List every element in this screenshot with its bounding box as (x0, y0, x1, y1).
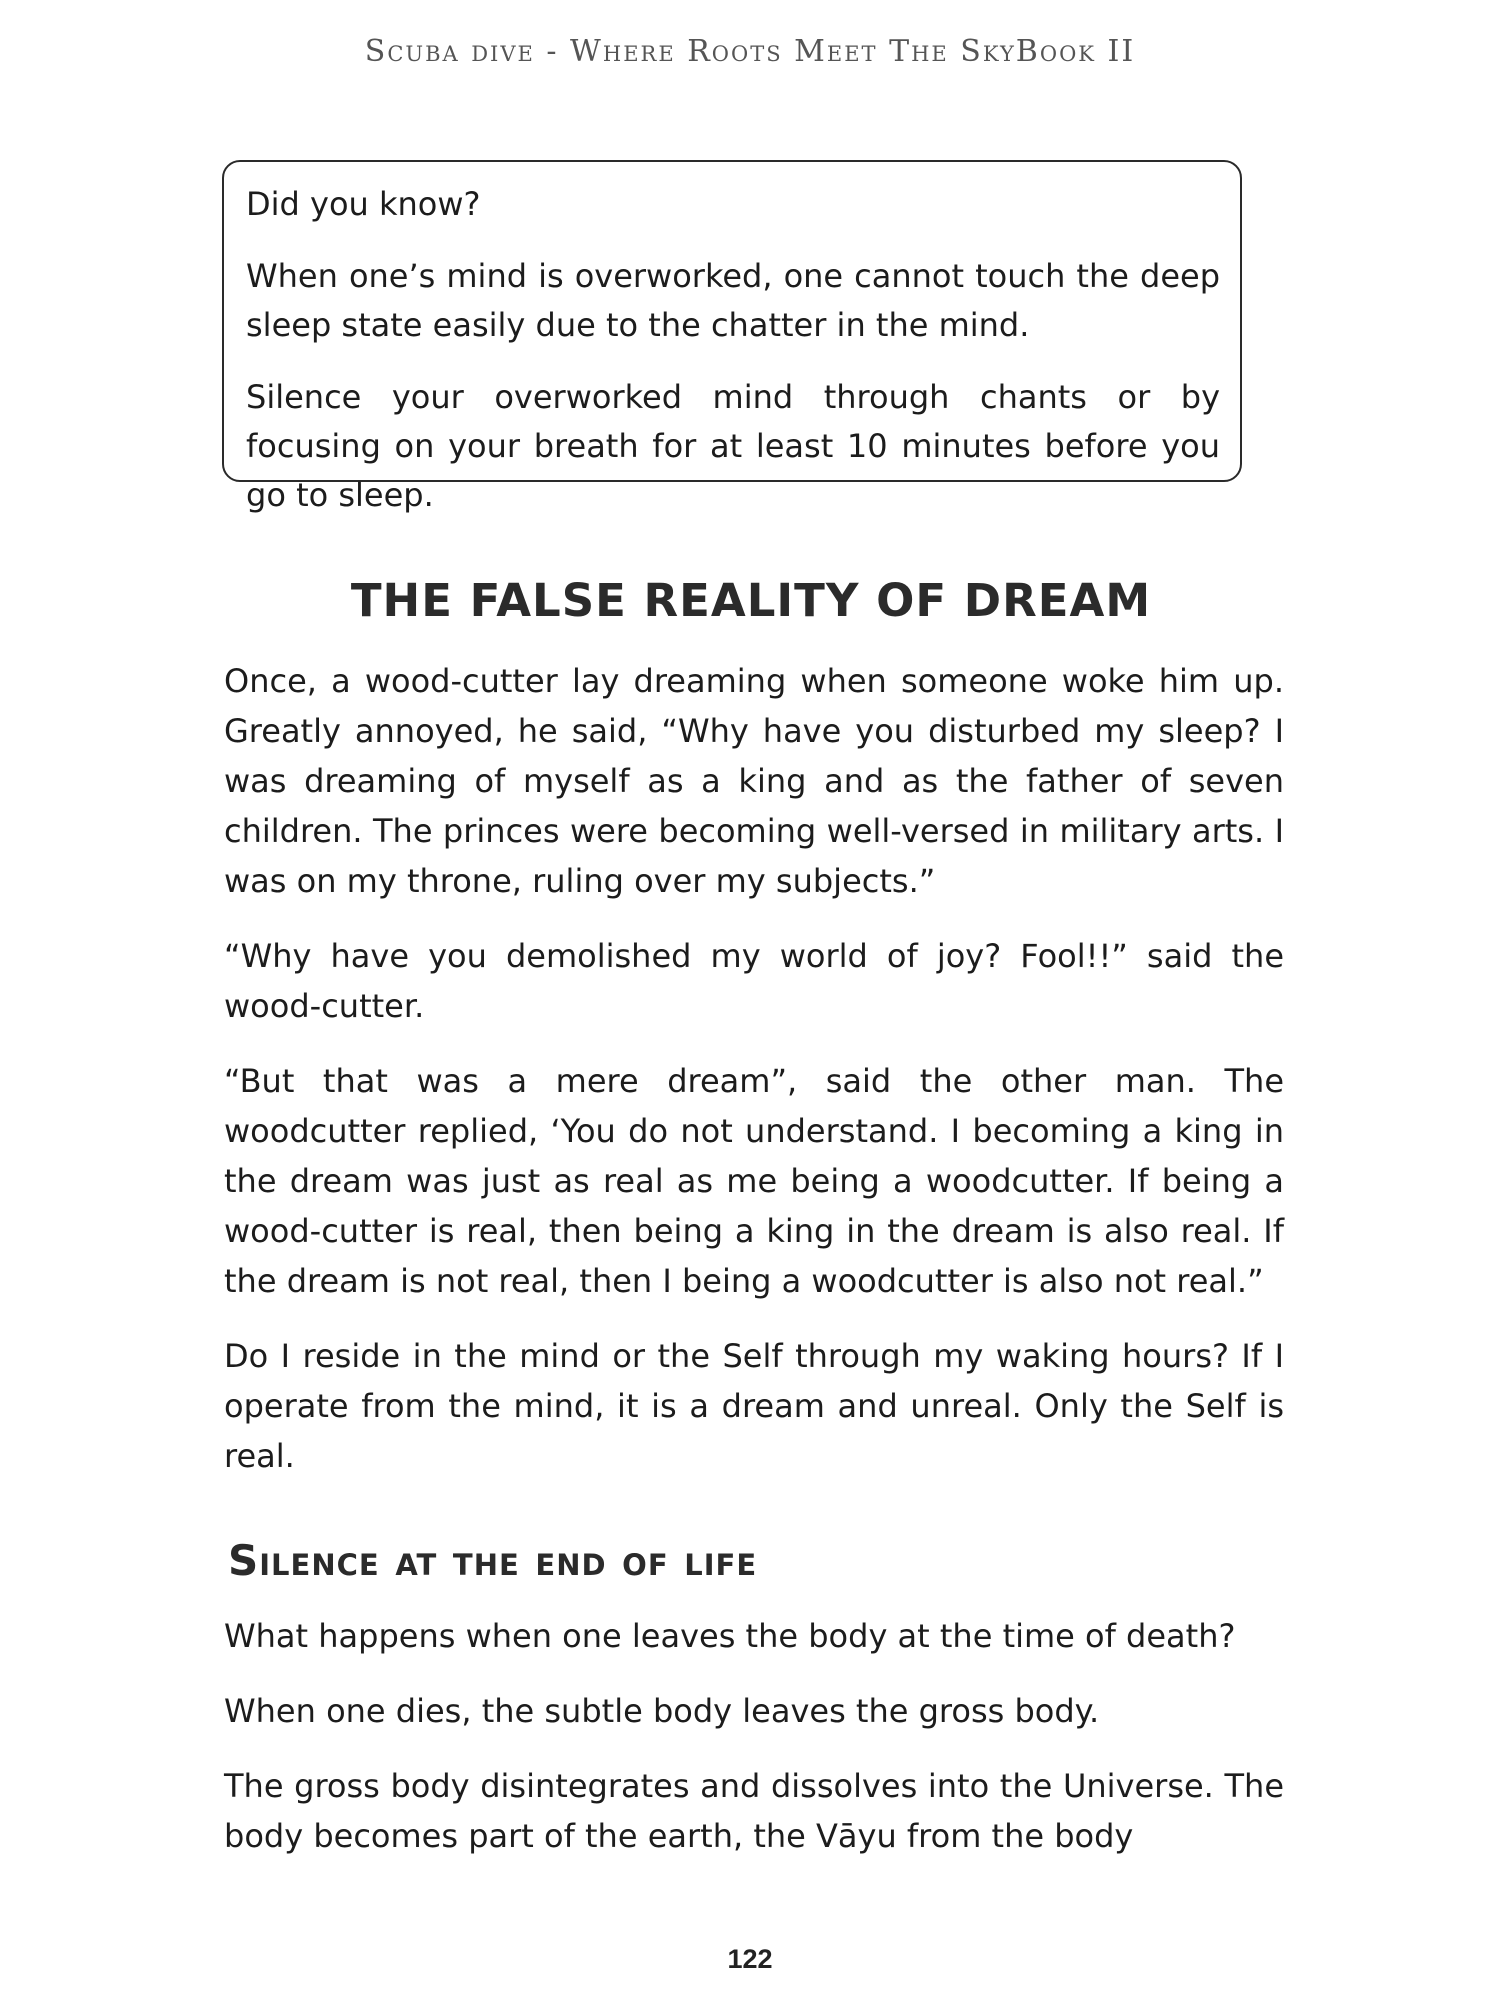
note-heading: Did you know? (246, 185, 481, 223)
section-body (224, 656, 1284, 1506)
section-subtitle: Silence at the end of life (228, 1536, 758, 1585)
body-paragraph: What happens when one leaves the body at the time of death? (224, 1617, 1236, 1655)
running-header: Scuba dive - Where Roots Meet The SkyBook II (364, 34, 1136, 69)
body-paragraph: When one dies, the subtle body leaves the gross body. (224, 1692, 1100, 1730)
body-paragraph: Once, a wood-cutter lay dreaming when someone woke him up. Greatly annoyed, he said, “Why have you disturbed my sleep? I was dreaming of myself as a king and as the father of seven children. The princes were becoming well-versed in military arts. I was on my throne, ruling over my subjects.” (224, 662, 1284, 900)
body-paragraph: The gross body disintegrates and dissolves into the Universe. The body becomes part of the earth, the Vāyu from the body (224, 1767, 1284, 1855)
body-paragraph: “But that was a mere dream”, said the other man. The woodcutter replied, ‘You do not understand. I becoming a king in the dream was just as real as me being a woodcutter. If being a wood-cutter is real, then being a king in the dream is also real. If the dream is not real, then I being a woodcutter is also not real.” (224, 1062, 1284, 1300)
section-body (224, 1611, 1284, 1886)
note-paragraph: Silence your overworked mind through chants or by focusing on your breath for at least 10 minutes before you go to sleep. (246, 378, 1220, 514)
body-paragraph: Do I reside in the mind or the Self through my waking hours? If I operate from the mind, it is a dream and unreal. Only the Self is real. (224, 1337, 1284, 1475)
section-title: THE FALSE REALITY OF DREAM (350, 574, 1152, 627)
did-you-know-box (222, 160, 1242, 514)
page-number: 122 (727, 1944, 773, 1974)
body-paragraph: “Why have you demolished my world of joy? Fool!!” said the wood-cutter. (224, 937, 1284, 1025)
note-paragraph: When one’s mind is overworked, one cannot touch the deep sleep state easily due to the chatter in the mind. (246, 257, 1220, 344)
